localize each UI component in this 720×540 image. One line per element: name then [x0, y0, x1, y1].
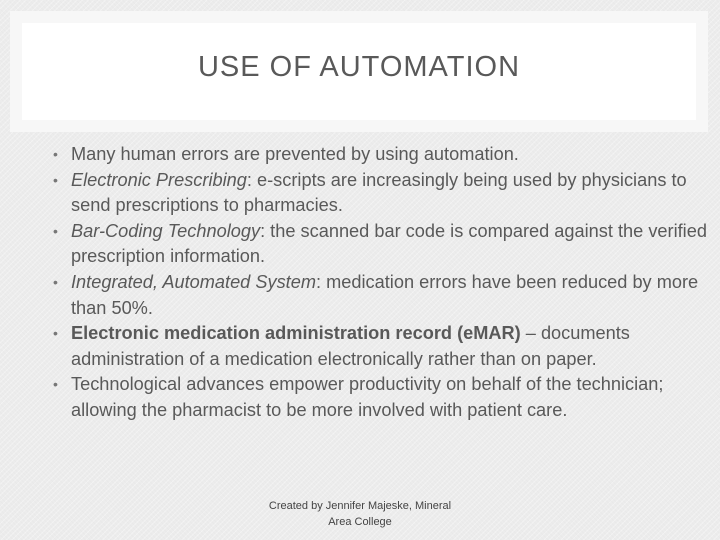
bullet-item-bar-coding	[53, 219, 713, 270]
bullet-marker: •	[53, 325, 58, 342]
bullet-marker: •	[53, 376, 58, 393]
bullet-term: Electronic medication administration record (eMAR)	[71, 323, 521, 344]
title-frame	[10, 11, 708, 132]
footer-line: Created by Jennifer Majeske, Mineral	[268, 500, 452, 512]
bullet-marker: •	[53, 171, 58, 188]
bullet-text: : medication errors have been reduced by more than 50%.	[71, 271, 699, 318]
bullet-list	[53, 142, 713, 424]
footer-line: Area College	[328, 515, 392, 528]
bullet-marker: •	[53, 273, 58, 290]
bullet-term: Integrated, Automated System	[71, 271, 316, 292]
bullet-item-automation-prevents-errors	[53, 142, 713, 168]
title-box	[22, 23, 696, 120]
bullet-marker: •	[53, 222, 58, 239]
bullet-marker: •	[53, 146, 58, 162]
bullet-item-technological-advances	[53, 372, 713, 423]
bullet-term: Electronic Prescribing	[71, 169, 247, 190]
bullet-item-emar	[53, 321, 713, 372]
bullet-text: Technological advances empower productivity on behalf of the technician; allowing the pharmacist to be more involved with patient care.	[71, 374, 664, 420]
bullet-text: Many human errors are prevented by using automation.	[71, 144, 519, 164]
bullet-text: : the scanned bar code is compared against the verified prescription information.	[71, 220, 707, 267]
bullet-text: – documents administration of a medication electronically rather than on paper.	[71, 323, 630, 369]
bullet-term: Bar-Coding Technology	[71, 220, 261, 241]
bullet-item-integrated-system	[53, 270, 713, 321]
bullet-text: : e-scripts are increasingly being used by physicians to send prescriptions to pharmacies.	[71, 169, 687, 216]
slide-footer	[252, 499, 468, 530]
bullet-item-electronic-prescribing	[53, 168, 713, 219]
slide-title: USE OF AUTOMATION	[197, 51, 521, 83]
